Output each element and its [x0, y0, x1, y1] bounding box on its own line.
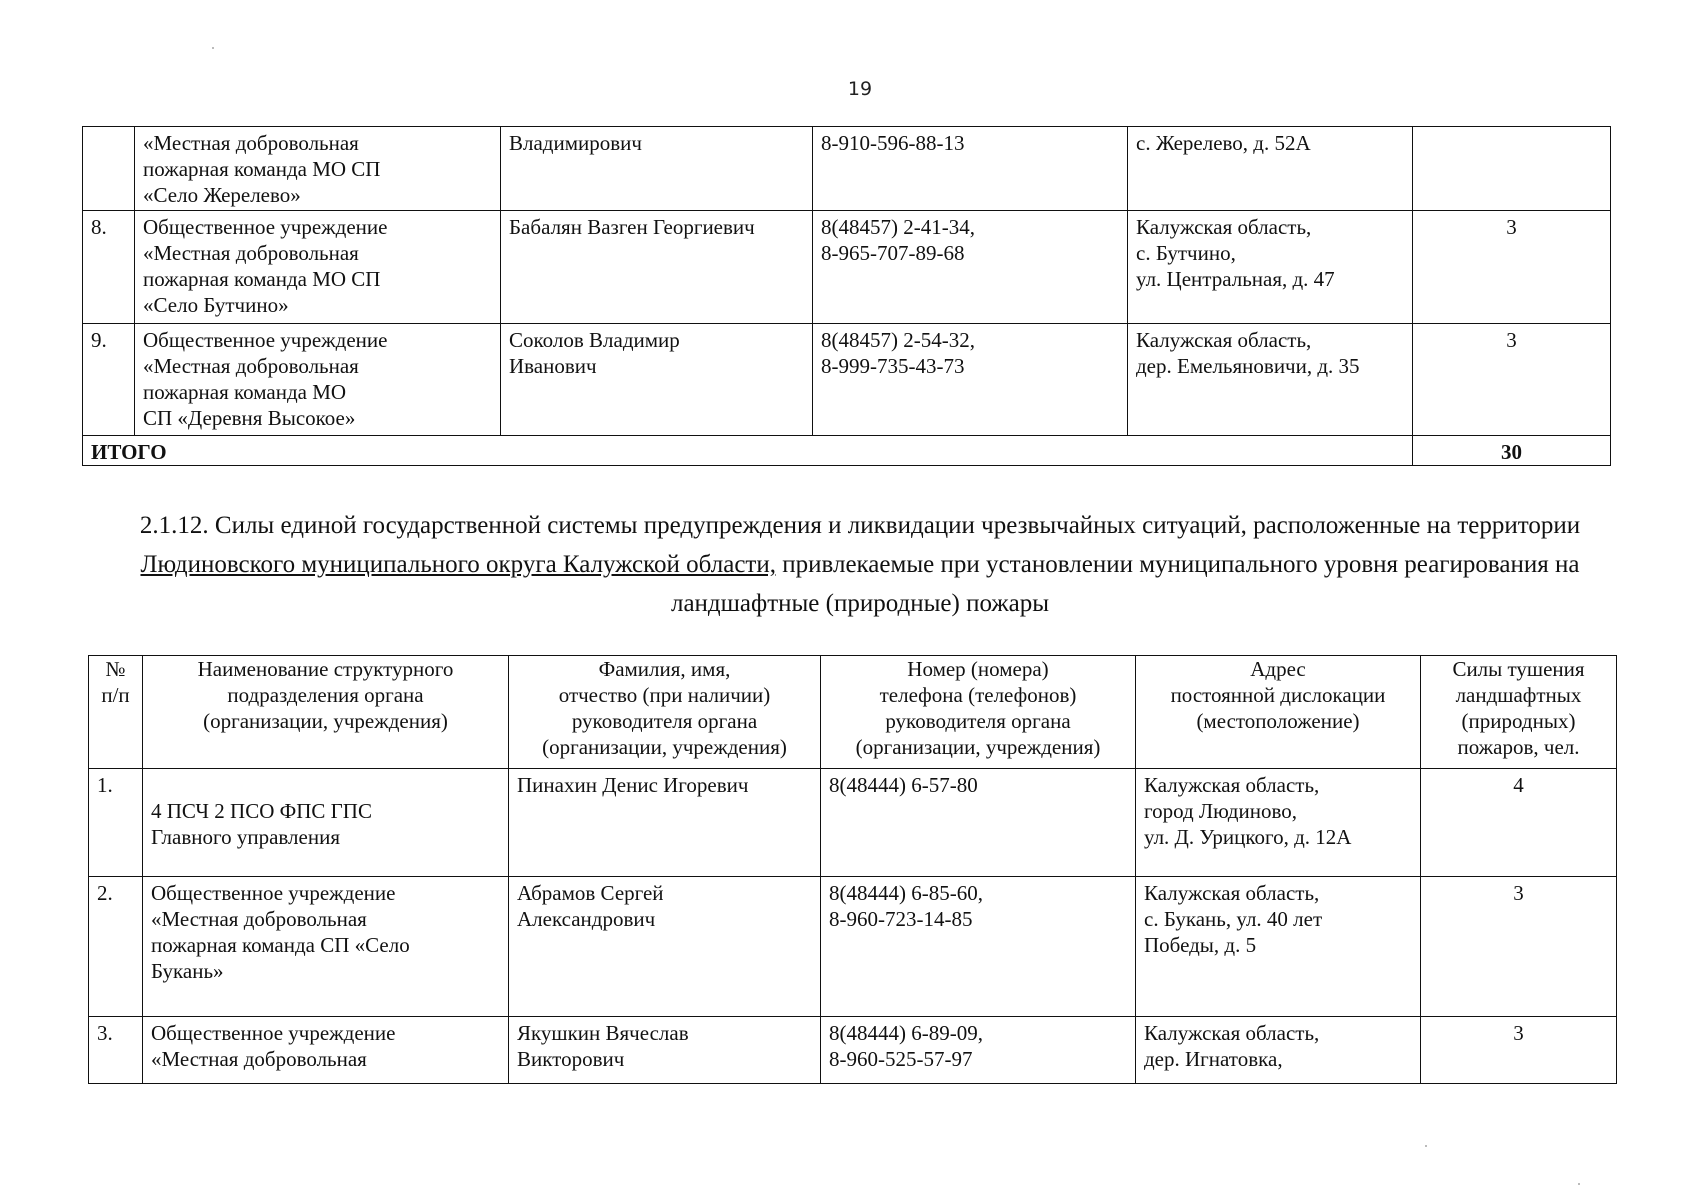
table-row	[83, 211, 1611, 324]
table-local-fire-teams-continued	[82, 126, 1611, 466]
cell-org: Общественное учреждение «Местная добровольная пожарная команда МО СП «Деревня Высокое»	[135, 324, 501, 436]
header-count: Силы тушения ландшафтных (природных) пожаров, чел.	[1421, 656, 1617, 769]
header-num: № п/п	[89, 656, 143, 769]
cell-address: Калужская область, город Людиново, ул. Д. Урицкого, д. 12А	[1136, 769, 1421, 877]
cell-num: 2.	[89, 877, 143, 1017]
cell-count: 3	[1421, 1017, 1617, 1084]
table-row	[89, 769, 1617, 877]
cell-address: Калужская область, с. Букань, ул. 40 лет Победы, д. 5	[1136, 877, 1421, 1017]
cell-num: 1.	[89, 769, 143, 877]
total-label: ИТОГО	[83, 436, 1413, 466]
cell-address: с. Жерелево, д. 52А	[1128, 127, 1413, 211]
cell-phone: 8(48444) 6-89-09, 8-960-525-57-97	[821, 1017, 1136, 1084]
cell-head: Бабалян Вазген Георгиевич	[501, 211, 813, 324]
cell-num: 3.	[89, 1017, 143, 1084]
cell-org: «Местная добровольная пожарная команда МО СП «Село Жерелево»	[135, 127, 501, 211]
cell-num: 9.	[83, 324, 135, 436]
cell-head: Пинахин Денис Игоревич	[509, 769, 821, 877]
scan-speck	[1578, 1183, 1580, 1185]
section-heading	[130, 506, 1590, 623]
total-value: 30	[1413, 436, 1611, 466]
cell-count: 4	[1421, 769, 1617, 877]
cell-count: 3	[1421, 877, 1617, 1017]
cell-head: Владимирович	[501, 127, 813, 211]
cell-phone: 8(48457) 2-54-32, 8-999-735-43-73	[813, 324, 1128, 436]
table-row	[89, 1017, 1617, 1084]
total-row	[83, 436, 1611, 466]
cell-head: Соколов Владимир Иванович	[501, 324, 813, 436]
cell-count: 3	[1413, 211, 1611, 324]
cell-count: 3	[1413, 324, 1611, 436]
header-org: Наименование структурного подразделения органа (организации, учреждения)	[143, 656, 509, 769]
scan-speck	[212, 47, 214, 49]
cell-num: 8.	[83, 211, 135, 324]
heading-text-part2: привлекаемые при установлении муниципального уровня реагирования на ландшафтные (природные) пожары	[670, 551, 1580, 617]
cell-org: Общественное учреждение «Местная добровольная	[143, 1017, 509, 1084]
table-emergency-forces	[88, 655, 1617, 1084]
cell-count	[1413, 127, 1611, 211]
header-address: Адрес постоянной дислокации (местоположение)	[1136, 656, 1421, 769]
page-number: 19	[847, 78, 873, 100]
header-phone: Номер (номера) телефона (телефонов) руководителя органа (организации, учреждения)	[821, 656, 1136, 769]
cell-phone: 8(48444) 6-85-60, 8-960-723-14-85	[821, 877, 1136, 1017]
cell-phone: 8(48457) 2-41-34, 8-965-707-89-68	[813, 211, 1128, 324]
table-row	[83, 324, 1611, 436]
cell-address: Калужская область, дер. Игнатовка,	[1136, 1017, 1421, 1084]
cell-address: Калужская область, с. Бутчино, ул. Центральная, д. 47	[1128, 211, 1413, 324]
scan-speck	[1425, 1145, 1427, 1147]
cell-org: Общественное учреждение «Местная добровольная пожарная команда СП «Село Букань»	[143, 877, 509, 1017]
cell-phone: 8-910-596-88-13	[813, 127, 1128, 211]
cell-num	[83, 127, 135, 211]
header-head: Фамилия, имя, отчество (при наличии) руководителя органа (организации, учреждения)	[509, 656, 821, 769]
cell-phone: 8(48444) 6-57-80	[821, 769, 1136, 877]
table-row	[89, 877, 1617, 1017]
heading-text-part1: 2.1.12. Силы единой государственной системы предупреждения и ликвидации чрезвычайных ситуаций, расположенные на территории	[139, 512, 1581, 539]
table-row	[83, 127, 1611, 211]
cell-head: Якушкин Вячеслав Викторович	[509, 1017, 821, 1084]
cell-head: Абрамов Сергей Александрович	[509, 877, 821, 1017]
table-header-row	[89, 656, 1617, 769]
cell-org: Общественное учреждение «Местная добровольная пожарная команда МО СП «Село Бутчино»	[135, 211, 501, 324]
cell-address: Калужская область, дер. Емельяновичи, д. 35	[1128, 324, 1413, 436]
cell-org: 4 ПСЧ 2 ПСО ФПС ГПС Главного управления	[143, 769, 509, 877]
heading-underlined-text: Людиновского муниципального округа Калужской области,	[140, 551, 776, 578]
